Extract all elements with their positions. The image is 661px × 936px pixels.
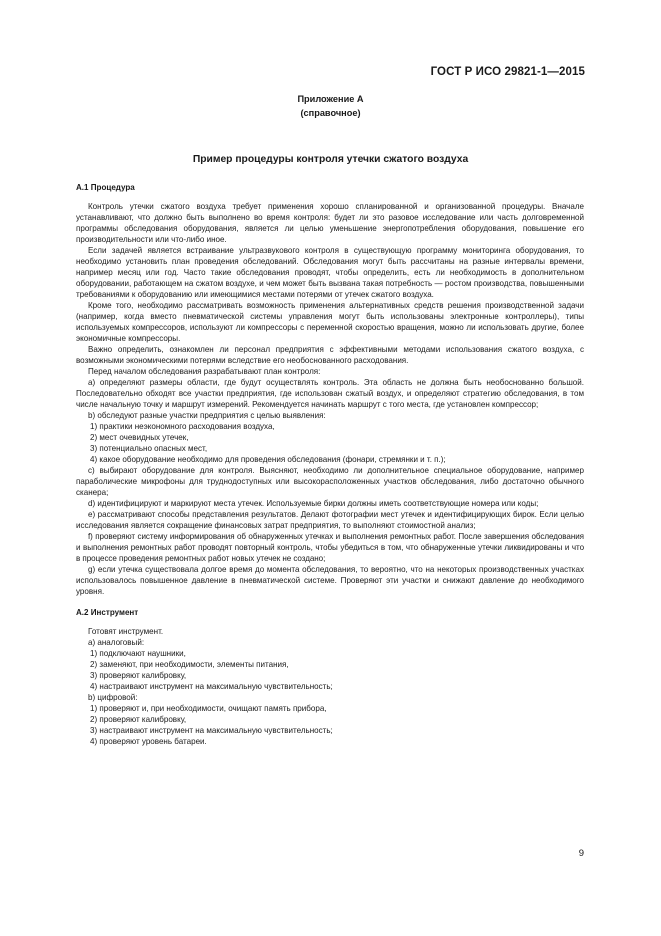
list-item-e: e) рассматривают способы представления результатов. Делают фотографии мест утечек и идентифицирующих бирок. Если целью исследования является сокращение финансовых затрат предприятия, то выполняют стоимостной анализ;: [76, 510, 584, 530]
list-item-b: b) обследуют разные участки предприятия с целью выявления:: [88, 411, 326, 420]
section-heading-a2: А.2 Инструмент: [76, 608, 139, 617]
sub-list-item: 2) мест очевидных утечек,: [90, 433, 189, 442]
sub-list-item: 4) проверяют уровень батареи.: [90, 737, 207, 746]
sub-list-item: 3) настраивают инструмент на максимальную чувствительность;: [90, 726, 333, 735]
list-item-digital: b) цифровой:: [88, 693, 138, 702]
sub-list-item: 1) проверяют и, при необходимости, очищают память прибора,: [90, 704, 327, 713]
paragraph: Важно определить, ознакомлен ли персонал предприятия с эффективными методами использования сжатого воздуха, с возможными экономическими потерями вследствие его необоснованного расходования.: [76, 345, 584, 365]
document-title: Пример процедуры контроля утечки сжатого воздуха: [192, 154, 469, 165]
paragraph: Готовят инструмент.: [88, 627, 164, 636]
list-item-a: а) определяют размеры области, где будут осуществлять контроль. Эта область не должна быть необоснованно большой. Последовательно обходят все участки предприятия, где использован сжатый воздух, и определяют стратегию обследования, в том числе начальную точку и маршрут измерений. Рекомендуется начинать маршрут с того места, где установлен компрессор;: [76, 378, 584, 409]
sub-list-item: 4) настраивают инструмент на максимальную чувствительность;: [90, 682, 333, 691]
paragraph: Перед началом обследования разрабатывают план контроля:: [88, 367, 321, 376]
paragraph: Кроме того, необходимо рассматривать возможность применения альтернативных средств решения производственной задачи (например, когда вместо пневматической системы управления могут быть использованы электронные контроллеры), типы используемых компрессоров, используют ли компрессоры с переменной скоростью вращения, можно ли использовать другие, более экономичные компрессоры.: [76, 301, 584, 343]
document-body: [76, 182, 584, 747]
list-item-d: d) идентифицируют и маркируют места утечек. Используемые бирки должны иметь соответствующие номера или коды;: [88, 499, 539, 508]
sub-list-item: 2) проверяют калибровку,: [90, 715, 187, 724]
paragraph: Если задачей является встраивание ультразвукового контроля в существующую программу мониторинга оборудования, то необходимо установить план проведения обследований. Обследования могут быть рассчитаны на разные интервалы времени, например месяц или год. Часто такие обследования проводят, чтобы определить, есть ли необходимость в дополнительном оборудовании, работающем на сжатом воздухе, и чем может быть вызвана такая потребность — ростом производства, повышенными требованиями к оборудованию или имеющимися местами потерями от утечек сжатого воздуха.: [76, 246, 584, 299]
sub-list-item: 3) проверяют калибровку,: [90, 671, 187, 680]
page-number: 9: [578, 848, 584, 859]
annex-title: Приложение А: [297, 94, 364, 104]
standard-code: ГОСТ Р ИСО 29821-1—2015: [430, 66, 585, 78]
paragraph: Контроль утечки сжатого воздуха требует применения хорошо спланированной и организованной процедуры. Вначале устанавливают, что должно быть выполнено во время контроля: будет ли это разовое исследование или часть долговременной программы обследования оборудования, является ли целью уменьшение энергопотребления оборудования, повышение его производительности или что-либо иное.: [76, 202, 584, 244]
sub-list-item: 2) заменяют, при необходимости, элементы питания,: [90, 660, 289, 669]
list-item-g: g) если утечка существовала долгое время до момента обследования, то вероятно, что на некоторых производственных участках использовалось повышенное давление в пневматической системе. Проверяют эти участки и снижают давление до необходимого уровня.: [76, 565, 584, 596]
sub-list-item: 4) какое оборудование необходимо для проведения обследования (фонари, стремянки и т. п.);: [90, 455, 446, 464]
annex-kind: (справочное): [300, 108, 361, 118]
sub-list-item: 1) подключают наушники,: [90, 649, 186, 658]
list-item-c: c) выбирают оборудование для контроля. Выясняют, необходимо ли дополнительное специальное оборудование, например параболические микрофоны для труднодоступных или высокорасположенных участков обследования, либо достаточно обычного сканера;: [76, 466, 584, 497]
list-item-analog: а) аналоговый:: [88, 638, 145, 647]
sub-list-item: 3) потенциально опасных мест,: [90, 444, 208, 453]
sub-list-item: 1) практики неэкономного расходования воздуха,: [90, 422, 275, 431]
list-item-f: f) проверяют систему информирования об обнаруженных утечках и выполнения ремонтных работ. После завершения обследования и выполнения ремонтных работ проводят повторный контроль, чтобы убедиться в том, что обнаруженные утечки ликвидированы и что в процессе проведения ремонтных работ новых утечек не создано;: [76, 532, 584, 563]
section-heading-a1: А.1 Процедура: [76, 183, 135, 192]
